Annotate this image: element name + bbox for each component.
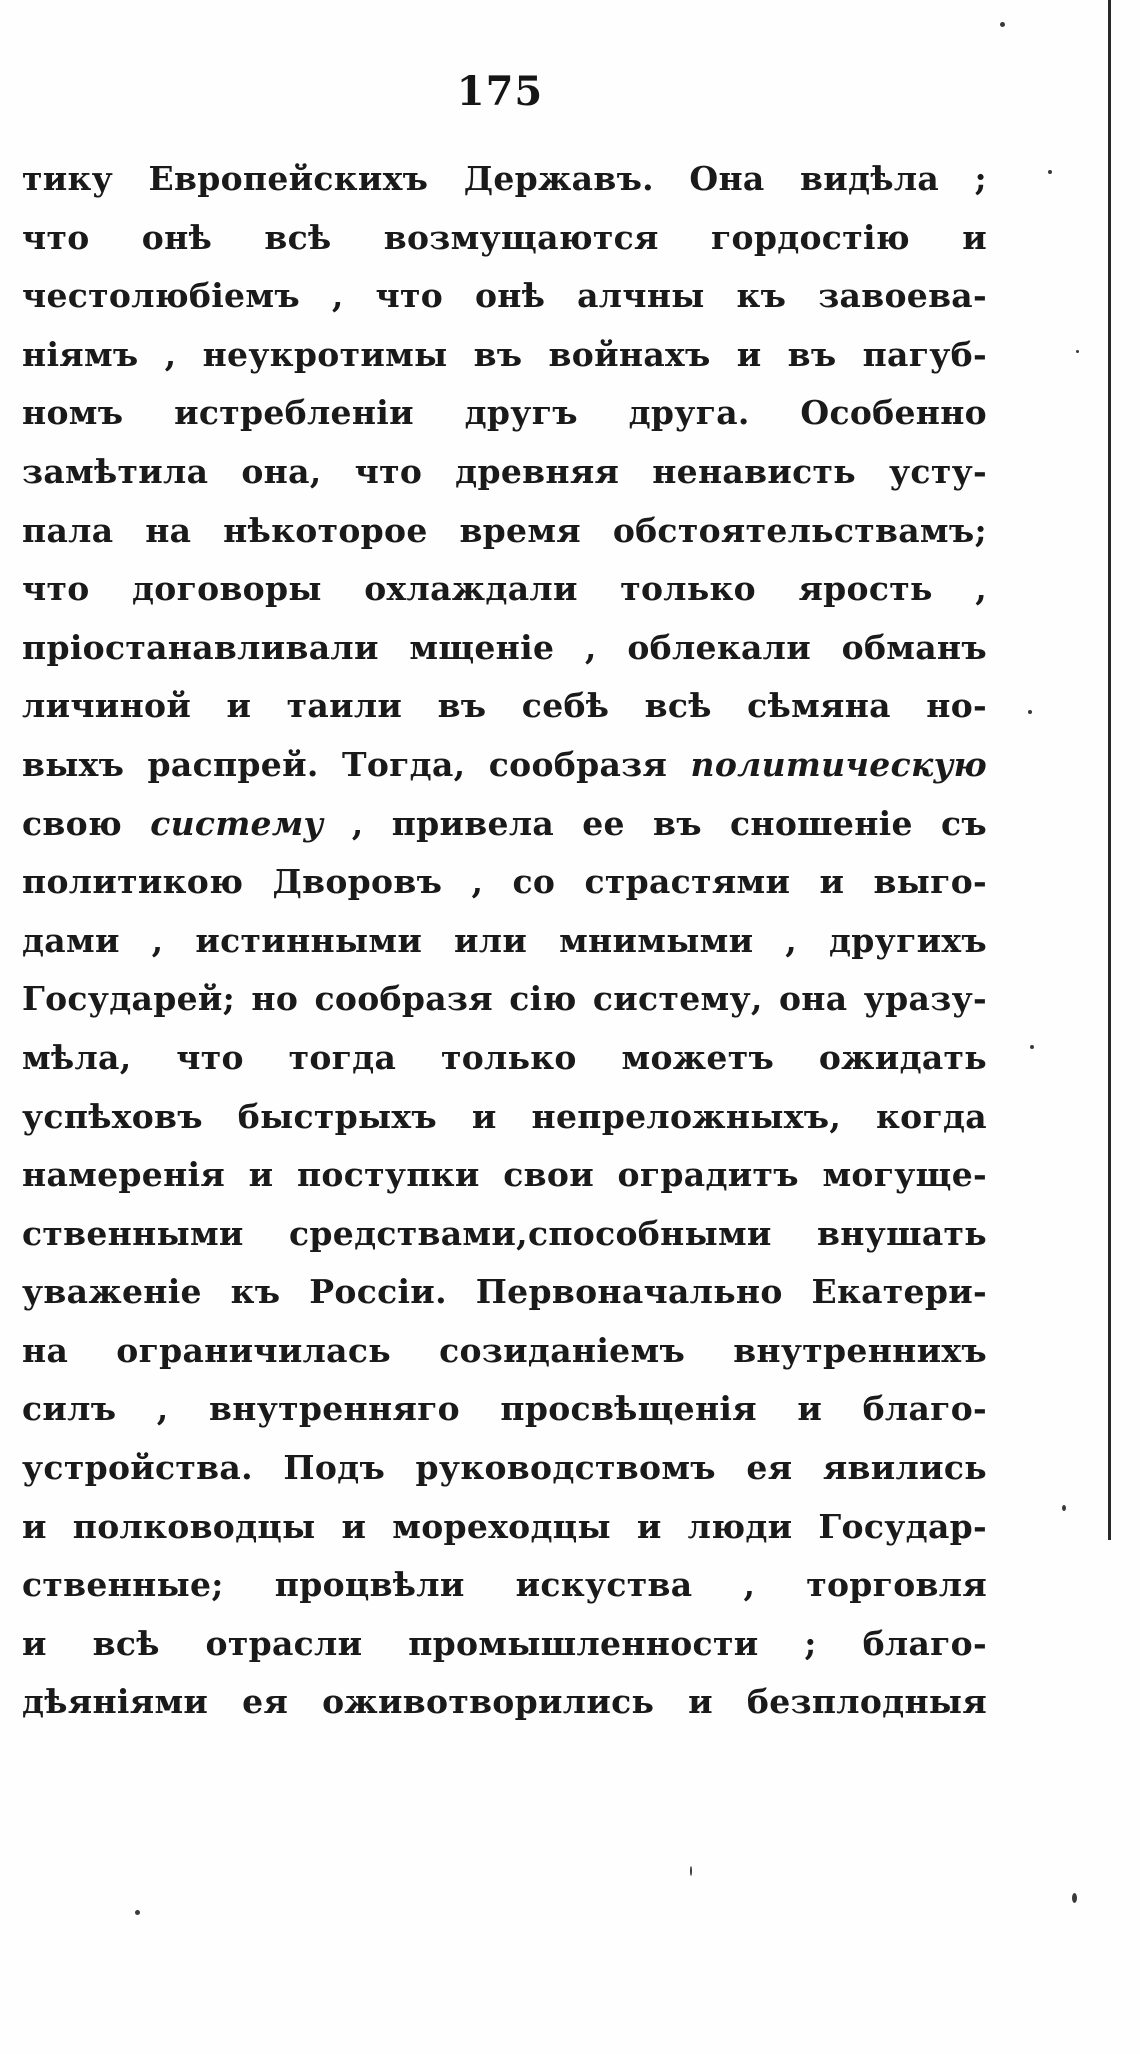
ink-speck xyxy=(135,1910,140,1915)
text-segment: Государей; но сообразя сію систему, она уразу- xyxy=(22,979,987,1019)
text-segment: номъ истребленіи другъ друга. Особенно xyxy=(22,393,987,433)
text-segment: ственными средствами,способными внушать xyxy=(22,1213,987,1253)
text-segment: устройства. Подъ руководствомъ ея явились xyxy=(22,1448,987,1488)
text-segment: что онѣ всѣ возмущаются гордостію и xyxy=(22,217,987,257)
text-line xyxy=(22,853,987,912)
text-line xyxy=(22,736,987,795)
page-number: 175 xyxy=(456,68,544,115)
text-line xyxy=(22,1673,987,1732)
text-segment: на ограничилась созиданіемъ внутреннихъ xyxy=(22,1330,987,1370)
text-line xyxy=(22,1556,987,1615)
text-line xyxy=(22,1263,987,1322)
text-line xyxy=(22,502,987,561)
text-segment: что договоры охлаждали только ярость , xyxy=(22,569,987,609)
ink-speck xyxy=(1076,350,1079,353)
text-segment: силъ , внутренняго просвѣщенія и благо- xyxy=(22,1389,987,1429)
text-segment: , привела ее въ сношеніе съ xyxy=(323,803,987,843)
ink-speck xyxy=(1072,1893,1077,1903)
text-line xyxy=(22,443,987,502)
text-line xyxy=(22,1205,987,1264)
text-segment: пріостанавливали мщеніе , облекали обманъ xyxy=(22,627,987,667)
text-line xyxy=(22,1439,987,1498)
text-line xyxy=(22,677,987,736)
text-line xyxy=(22,1380,987,1439)
text-line xyxy=(22,970,987,1029)
italic-text: политическую xyxy=(690,744,987,784)
text-segment: дами , истинными или мнимыми , другихъ xyxy=(22,920,987,960)
ink-speck xyxy=(1048,170,1052,174)
ink-speck xyxy=(1062,1505,1066,1511)
text-segment: выхъ распрей. Тогда, сообразя xyxy=(22,744,691,784)
text-line xyxy=(22,560,987,619)
text-line xyxy=(22,619,987,678)
text-segment: и всѣ отрасли промышленности ; благо- xyxy=(22,1623,987,1663)
text-segment: мѣла, что тогда только можетъ ожидать xyxy=(22,1037,987,1077)
text-segment: намеренія и поступки свои оградитъ могуще- xyxy=(22,1155,987,1195)
text-segment: уваженіе къ Россіи. Первоначально Екатери- xyxy=(22,1272,987,1312)
text-segment: свою xyxy=(22,803,151,843)
text-line xyxy=(22,1322,987,1381)
text-line xyxy=(22,795,987,854)
text-line xyxy=(22,1088,987,1147)
text-line xyxy=(22,384,987,443)
text-segment: дѣяніями ея оживотворились и безплодныя xyxy=(22,1682,987,1722)
text-line xyxy=(22,326,987,385)
ink-speck xyxy=(1028,710,1032,714)
text-segment: пала на нѣкоторое время обстоятельствамъ; xyxy=(22,510,987,550)
ink-speck xyxy=(690,1866,692,1876)
text-line xyxy=(22,1146,987,1205)
text-segment: политикою Дворовъ , со страстями и выго- xyxy=(22,862,987,902)
text-segment: успѣховъ быстрыхъ и непреложныхъ, когда xyxy=(22,1096,987,1136)
text-segment: личиной и таили въ себѣ всѣ сѣмяна но- xyxy=(22,686,987,726)
text-segment: честолюбіемъ , что онѣ алчны къ завоева- xyxy=(22,276,987,316)
text-line xyxy=(22,1615,987,1674)
ink-speck xyxy=(1030,1045,1034,1049)
text-segment: замѣтила она, что древняя ненависть усту- xyxy=(22,451,987,491)
text-segment: ственные; процвѣли искуства , торговля xyxy=(22,1565,987,1605)
text-segment: ніямъ , неукротимы въ войнахъ и въ пагуб- xyxy=(22,334,987,374)
text-line xyxy=(22,209,987,268)
text-line xyxy=(22,1498,987,1557)
text-line xyxy=(22,150,987,209)
text-line xyxy=(22,267,987,326)
text-segment: тику Европейскихъ Державъ. Она видѣла ; xyxy=(22,159,987,198)
text-segment: и полководцы и мореходцы и люди Государ- xyxy=(22,1506,987,1546)
ink-speck xyxy=(1000,22,1005,27)
italic-text: систему xyxy=(150,803,324,843)
page-edge-rule xyxy=(1108,0,1111,1540)
text-line xyxy=(22,1029,987,1088)
text-line xyxy=(22,912,987,971)
body-text xyxy=(22,150,987,1732)
